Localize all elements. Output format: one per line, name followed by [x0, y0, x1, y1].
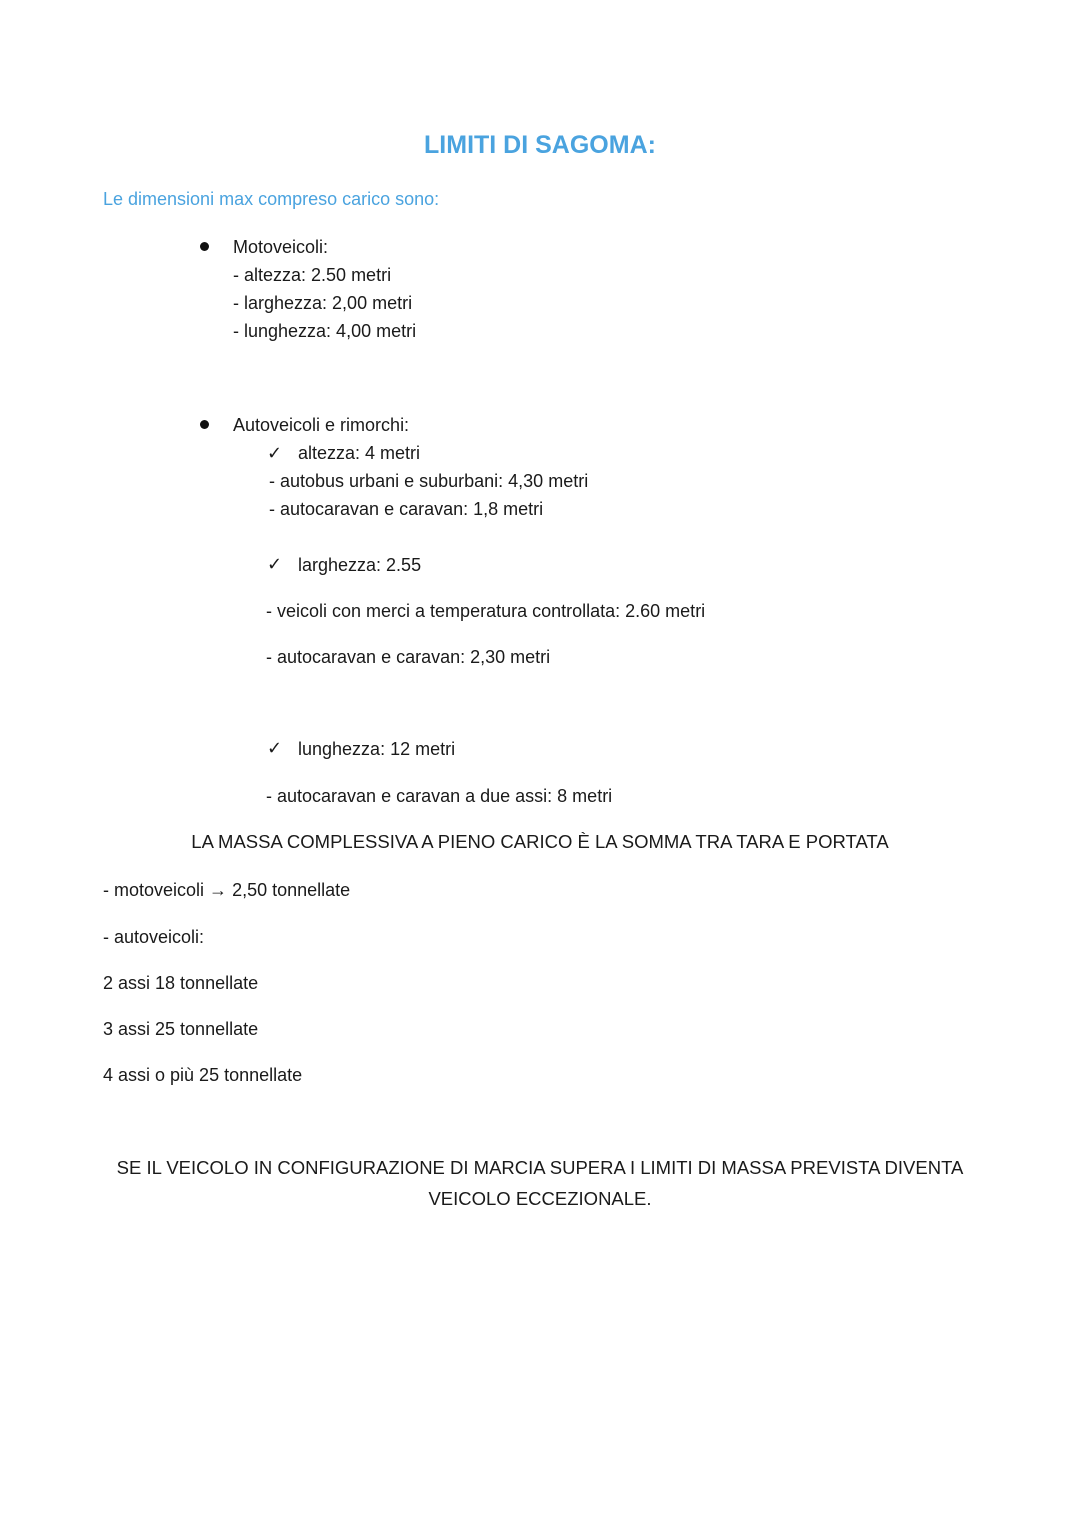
assi-item: 3 assi 25 tonnellate: [103, 1019, 259, 1039]
altezza-item: - autobus urbani e suburbani: 4,30 metri: [269, 471, 589, 491]
motoveicoli-item: - lunghezza: 4,00 metri: [233, 321, 417, 341]
page-title: LIMITI DI SAGOMA:: [424, 131, 656, 159]
massa-motoveicoli: [103, 879, 350, 901]
lunghezza-item: - autocaravan e caravan a due assi: 8 metri: [266, 786, 613, 806]
motoveicoli-value: 2,50 tonnellate: [232, 880, 351, 900]
larghezza-label: larghezza: 2.55: [298, 555, 422, 575]
conclusione-line-2: VEICOLO ECCEZIONALE.: [428, 1188, 652, 1209]
bullet-icon: [200, 420, 209, 429]
motoveicoli-heading: Motoveicoli:: [233, 237, 329, 257]
altezza-label: altezza: 4 metri: [298, 443, 421, 463]
lunghezza-label: lunghezza: 12 metri: [298, 739, 456, 759]
arrow-icon: →: [209, 880, 228, 900]
check-icon: ✓: [267, 554, 283, 574]
check-icon: ✓: [267, 443, 283, 463]
assi-item: 4 assi o più 25 tonnellate: [103, 1065, 303, 1085]
motoveicoli-prefix: - motoveicoli: [103, 880, 205, 900]
assi-item: 2 assi 18 tonnellate: [103, 973, 259, 993]
massa-heading: LA MASSA COMPLESSIVA A PIENO CARICO È LA SOMMA TRA TARA E PORTATA: [191, 831, 889, 852]
check-icon: ✓: [267, 738, 283, 758]
motoveicoli-item: - larghezza: 2,00 metri: [233, 293, 413, 313]
larghezza-item: - veicoli con merci a temperatura controllata: 2.60 metri: [266, 601, 706, 621]
bullet-icon: [200, 242, 209, 251]
motoveicoli-item: - altezza: 2.50 metri: [233, 265, 392, 285]
larghezza-item: - autocaravan e caravan: 2,30 metri: [266, 647, 551, 667]
altezza-item: - autocaravan e caravan: 1,8 metri: [269, 499, 544, 519]
massa-autoveicoli: - autoveicoli:: [103, 927, 205, 947]
conclusione-line-1: SE IL VEICOLO IN CONFIGURAZIONE DI MARCIA SUPERA I LIMITI DI MASSA PREVISTA DIVENTA: [116, 1157, 964, 1178]
autoveicoli-heading: Autoveicoli e rimorchi:: [233, 415, 410, 435]
subtitle: Le dimensioni max compreso carico sono:: [103, 189, 440, 209]
